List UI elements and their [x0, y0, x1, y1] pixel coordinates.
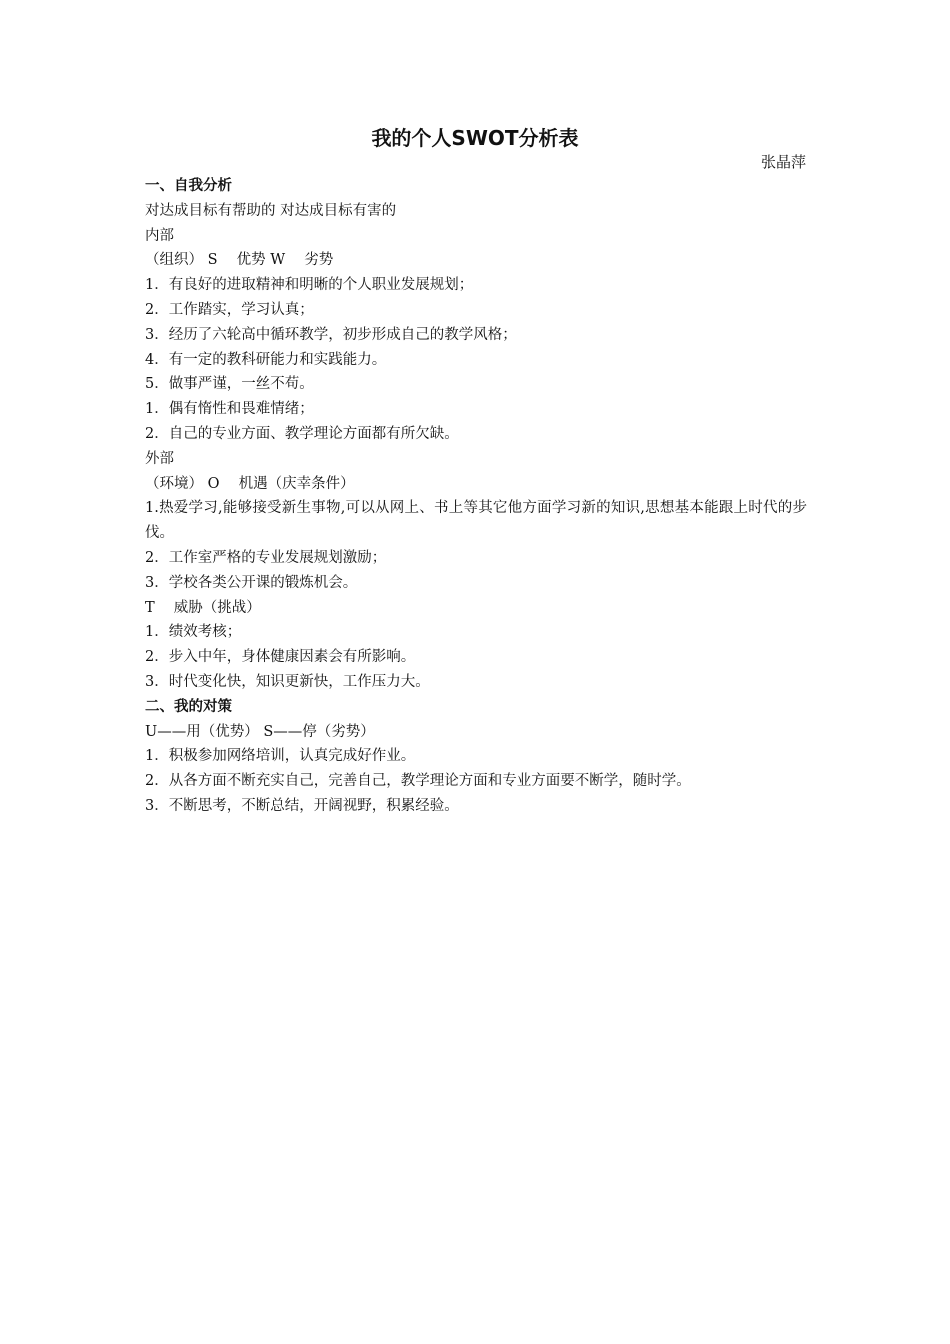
- body-line: 对达成目标有帮助的 对达成目标有害的: [145, 202, 397, 219]
- body-paragraph: 1.热爱学习,能够接受新生事物,可以从网上、书上等其它他方面学习新的知识,思想基本能跟上时代的步伐。: [145, 500, 807, 542]
- body-line: 1．有良好的进取精神和明晰的个人职业发展规划；: [145, 277, 474, 294]
- body-line: 1．积极参加网络培训，认真完成好作业。: [145, 748, 416, 765]
- body-line: 外部: [145, 450, 174, 467]
- body-line: 5．做事严谨，一丝不苟。: [145, 376, 314, 393]
- body-line: U——用（优势） S——停（劣势）: [145, 723, 375, 740]
- body-line: 1．绩效考核；: [145, 624, 242, 641]
- body-line: T 威胁（挑战）: [145, 599, 261, 616]
- body-line: 2．从各方面不断充实自己，完善自己，教学理论方面和专业方面要不断学，随时学。: [145, 773, 691, 790]
- body-line: 1．偶有惰性和畏难情绪；: [145, 401, 314, 418]
- document-body: [145, 174, 807, 819]
- body-line: 2．步入中年，身体健康因素会有所影响。: [145, 649, 416, 666]
- body-line: 2．自己的专业方面、教学理论方面都有所欠缺。: [145, 425, 459, 442]
- body-line: 3．经历了六轮高中循环教学，初步形成自己的教学风格；: [145, 326, 517, 343]
- document-title: 我的个人SWOT分析表: [371, 126, 579, 150]
- body-line: （环境） O 机遇（庆幸条件）: [145, 475, 355, 492]
- body-line: 3．时代变化快，知识更新快，工作压力大。: [145, 673, 430, 690]
- body-line: 2．工作踏实，学习认真；: [145, 301, 314, 318]
- section-heading-self-analysis: 一、自我分析: [145, 178, 232, 194]
- body-line: 2．工作室严格的专业发展规划激励；: [145, 549, 387, 566]
- section-heading-countermeasures: 二、我的对策: [145, 698, 232, 715]
- document-author: 张晶萍: [760, 153, 806, 171]
- body-line: 3．不断思考，不断总结，开阔视野，积累经验。: [145, 797, 459, 814]
- body-line: （组织） S 优势 W 劣势: [145, 252, 334, 269]
- body-line: 4．有一定的教科研能力和实践能力。: [145, 351, 387, 368]
- body-line: 内部: [145, 227, 174, 244]
- body-line: 3．学校各类公开课的锻炼机会。: [145, 574, 358, 591]
